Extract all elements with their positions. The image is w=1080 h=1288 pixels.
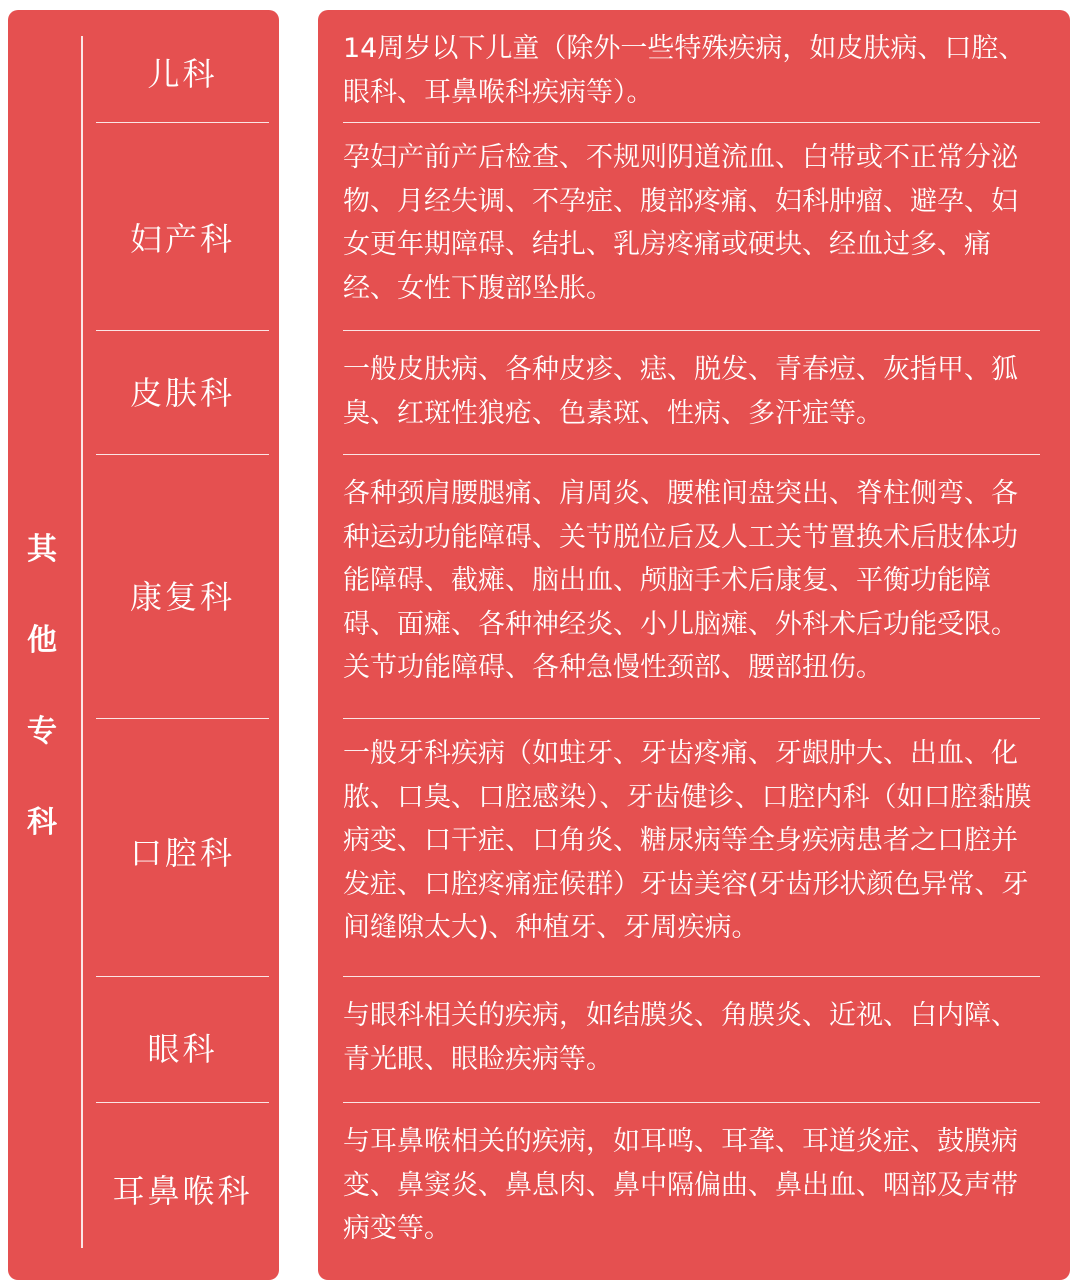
row-divider bbox=[96, 454, 269, 455]
dept-ent: 耳鼻喉科 bbox=[112, 1172, 253, 1210]
dept-rehabilitation: 康复科 bbox=[129, 578, 235, 616]
dept-obstetrics-gynecology: 妇产科 bbox=[129, 220, 235, 258]
desc-rehabilitation: 各种颈肩腰腿痛、肩周炎、腰椎间盘突出、脊柱侧弯、各种运动功能障碍、关节脱位后及人工关节置换术后肢体功能障碍、截瘫、脑出血、颅脑手术后康复、平衡功能障碍、面瘫、各种神经炎、小儿脑瘫、外科术后功能受限。关节功能障碍、各种急慢性颈部、腰部扭伤。 bbox=[343, 478, 1018, 683]
row-divider bbox=[96, 330, 269, 331]
dept-dermatology: 皮肤科 bbox=[129, 374, 235, 412]
desc-ent: 与耳鼻喉相关的疾病，如耳鸣、耳聋、耳道炎症、鼓膜病变、鼻窦炎、鼻息肉、鼻中隔偏曲、鼻出血、咽部及声带病变等。 bbox=[343, 1126, 1018, 1244]
row-divider bbox=[343, 976, 1040, 977]
row-divider bbox=[343, 122, 1040, 123]
group-divider bbox=[81, 36, 83, 1248]
desc-obstetrics-gynecology: 孕妇产前产后检查、不规则阴道流血、白带或不正常分泌物、月经失调、不孕症、腹部疼痛、妇科肿瘤、避孕、妇女更年期障碍、结扎、乳房疼痛或硬块、经血过多、痛经、女性下腹部坠胀。 bbox=[343, 142, 1018, 304]
desc-pediatrics: 14周岁以下儿童（除外一些特殊疾病，如皮肤病、口腔、眼科、耳鼻喉科疾病等）。 bbox=[343, 33, 1026, 108]
group-label-char: 他 bbox=[27, 623, 57, 658]
desc-ophthalmology: 与眼科相关的疾病，如结膜炎、角膜炎、近视、白内障、青光眼、眼睑疾病等。 bbox=[343, 1000, 1018, 1075]
row-divider bbox=[96, 718, 269, 719]
row-divider bbox=[343, 718, 1040, 719]
desc-stomatology: 一般牙科疾病（如蛀牙、牙齿疼痛、牙龈肿大、出血、化脓、口臭、口腔感染）、牙齿健诊、口腔内科（如口腔黏膜病变、口干症、口角炎、糖尿病等全身疾病患者之口腔并发症、口腔疼痛症候群）牙齿美容(牙齿形状颜色异常、牙间缝隙太大)、种植牙、牙周疾病。 bbox=[343, 738, 1032, 943]
group-label-char: 其 bbox=[27, 532, 57, 567]
row-divider bbox=[343, 330, 1040, 331]
row-divider bbox=[96, 122, 269, 123]
group-label-char: 专 bbox=[27, 714, 57, 749]
desc-dermatology: 一般皮肤病、各种皮疹、痣、脱发、青春痘、灰指甲、狐臭、红斑性狼疮、色素斑、性病、多汗症等。 bbox=[343, 354, 1018, 429]
row-divider bbox=[96, 1102, 269, 1103]
group-label-char: 科 bbox=[27, 805, 57, 840]
row-divider bbox=[343, 1102, 1040, 1103]
dept-stomatology: 口腔科 bbox=[129, 834, 235, 872]
dept-ophthalmology: 眼科 bbox=[147, 1030, 218, 1068]
row-divider bbox=[343, 454, 1040, 455]
row-divider bbox=[96, 976, 269, 977]
dept-pediatrics: 儿科 bbox=[147, 55, 218, 93]
group-label-other-specialties bbox=[18, 520, 66, 884]
